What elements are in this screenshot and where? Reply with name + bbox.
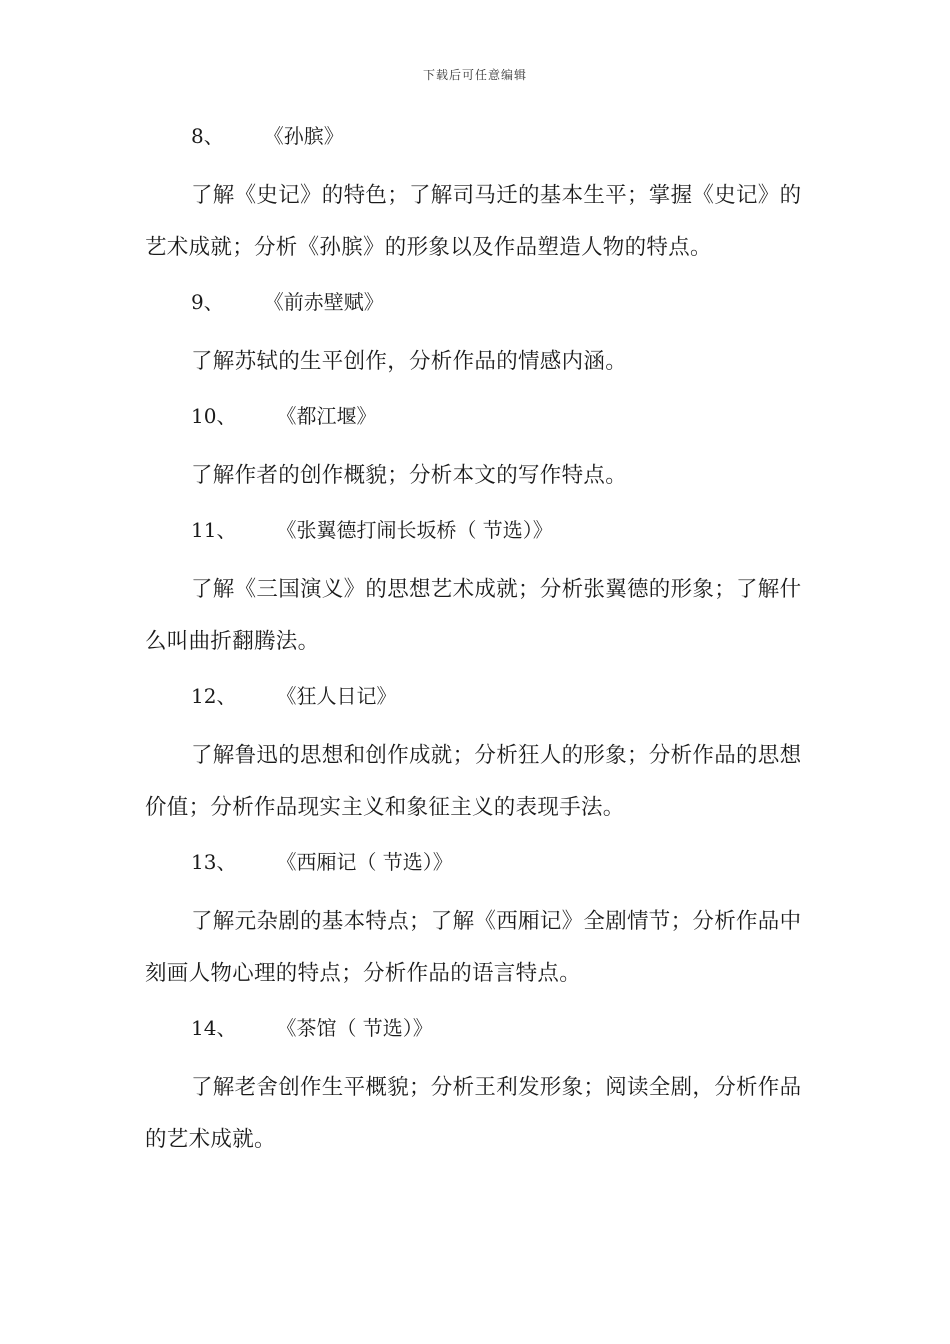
list-item [145,398,815,502]
item-number: 12、 [191,684,237,708]
item-title-text: 《狂人日记》 [276,684,397,708]
item-description: 了解元杂剧的基本特点；了解《西厢记》全剧情节；分析作品中刻画人物心理的特点；分析作品的语言特点。 [145,909,802,986]
list-item [145,512,815,668]
item-number: 11、 [191,518,237,542]
list-item [145,844,815,1000]
item-title [145,284,815,320]
list-item [145,678,815,834]
item-description: 了解作者的创作概貌；分析本文的写作特点。 [191,463,628,488]
item-description: 了解《史记》的特色；了解司马迁的基本生平；掌握《史记》的艺术成就；分析《孙膑》的形象以及作品塑造人物的特点。 [145,183,802,260]
item-number: 13、 [191,850,237,874]
item-number: 9、 [191,290,224,314]
item-description: 了解苏轼的生平创作，分析作品的情感内涵。 [191,349,628,374]
item-description: 了解《三国演义》的思想艺术成就；分析张翼德的形象；了解什么叫曲折翻腾法。 [145,577,802,654]
list-item [145,118,815,274]
item-title-text: 《茶馆（ 节选）》 [276,1016,433,1040]
item-number: 10、 [191,404,237,428]
item-title-text: 《西厢记（ 节选）》 [276,850,453,874]
item-title-text: 《都江堰》 [276,404,377,428]
item-title-text: 《张翼德打闹长坂桥（ 节选）》 [276,518,553,542]
item-title [145,844,815,880]
item-description: 了解鲁迅的思想和创作成就；分析狂人的形象；分析作品的思想价值；分析作品现实主义和象征主义的表现手法。 [145,743,802,820]
page-header-note: 下载后可任意编辑 [422,68,527,82]
item-number: 14、 [191,1016,237,1040]
syllabus-list [145,118,815,1176]
list-item [145,284,815,388]
item-title-text: 《前赤壁赋》 [263,290,384,314]
item-number: 8、 [191,124,224,148]
item-title-text: 《孙膑》 [263,124,344,148]
item-title [145,118,815,154]
item-title [145,678,815,714]
item-title [145,512,815,548]
item-description: 了解老舍创作生平概貌；分析王利发形象；阅读全剧，分析作品的艺术成就。 [145,1075,802,1152]
item-title [145,398,815,434]
item-title [145,1010,815,1046]
list-item [145,1010,815,1166]
